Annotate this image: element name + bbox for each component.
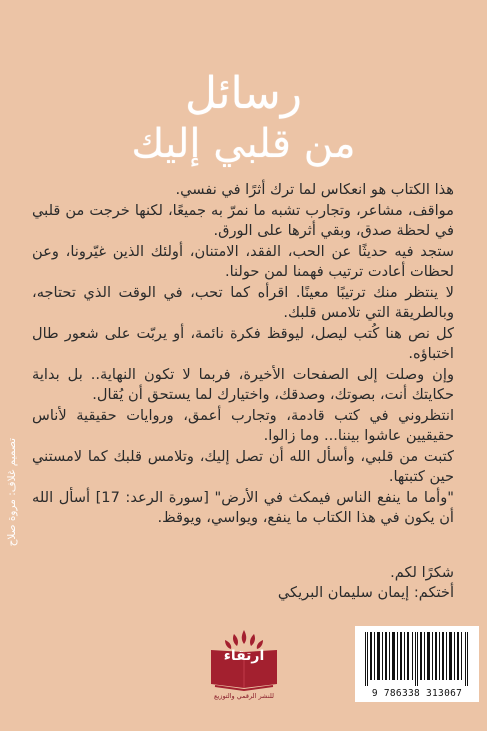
author-signature: أختكم: إيمان سليمان البريكي [277, 584, 454, 601]
blurb-paragraph: لا ينتظر منك ترتيبًا معينًا. اقرأه كما تحب، في الوقت الذي تحتاجه، وبالطريقة التي تلامس قلبك. [32, 283, 454, 321]
blurb-paragraph: كتبت من قلبي، وأسأل الله أن تصل إليك، وتلامس قلبك كما لامستني حين كتبتها. [32, 447, 454, 485]
publisher-tagline: للنشر الرقمي والتوزيع [214, 692, 274, 700]
publisher-name: ارتقاء [223, 648, 265, 664]
title-line-2: من قلبي إليك [131, 121, 356, 167]
barcode-icon [363, 632, 471, 686]
blurb-paragraph: وإن وصلت إلى الصفحات الأخيرة، فربما لا تكون النهاية.. بل بداية حكايتك أنت، بصوتك، وصدقك، واختيارك لما يستحق أن يُقال. [32, 365, 454, 403]
publisher-emblem-icon [203, 628, 285, 702]
book-title [0, 70, 487, 166]
blurb-text [32, 180, 454, 529]
blurb-paragraph: كل نص هنا كُتب ليصل، ليوقظ فكرة نائمة، أو يربّت على شعور طال اختباؤه. [32, 324, 454, 362]
blurb-paragraph: هذا الكتاب هو انعكاس لما ترك أثرًا في نفسي. [175, 181, 454, 198]
blurb-paragraph: مواقف، مشاعر، وتجارب تشبه ما نمرّ به جميعًا، لكنها خرجت من قلبي في لحظة صدق، وبقي أثرها على الورق. [32, 201, 454, 239]
blurb-paragraph: ستجد فيه حديثًا عن الحب، الفقد، الامتنان، أولئك الذين غيّرونا، وعن لحظات أعادت ترتيب فهمنا لمن حولنا. [32, 242, 454, 280]
isbn-barcode [355, 626, 479, 702]
blurb-paragraph: "وأما ما ينفع الناس فيمكث في الأرض" [سورة الرعد: 17] أسأل الله أن يكون في هذا الكتاب ما ينفع، ويواسي، ويوقظ. [32, 488, 454, 526]
cover-design-credit: تصميم غلاف: مروة صلاح [6, 438, 18, 547]
publisher-logo [203, 628, 285, 702]
title-line-1: رسائل [184, 68, 303, 119]
blurb-paragraph: انتظروني في كتب قادمة، وتجارب أعمق، وروايات حقيقية لأناس حقيقيين عاشوا بيننا... وما زالوا. [32, 406, 454, 444]
thanks-line: شكرًا لكم. [390, 564, 454, 581]
author-signoff [154, 563, 454, 603]
isbn-number: 9 786338 313067 [371, 688, 463, 699]
